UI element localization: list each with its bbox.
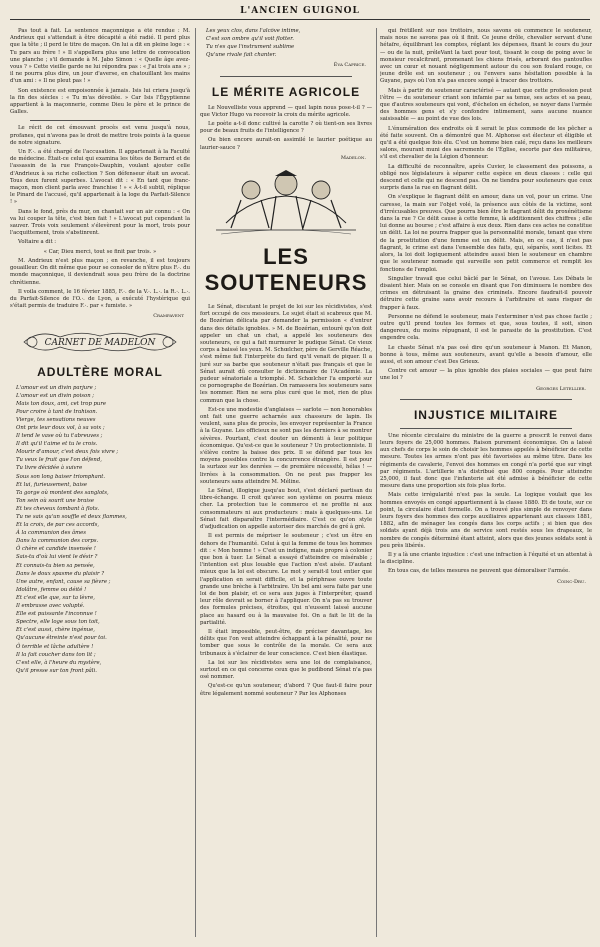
poem-line: Dans le doux spasme du plaisir ?: [16, 570, 105, 577]
paragraph: On s'explique le flagrant délit en amour, dans un vol, pour un crime. Une caresse, la main sur l'objet volé, la présence aux côtés de la victime, sont d'irrécusables preuves. Que pourra bien être le flagrant délit du proxénétisme dans la rue ? Ce délit cause à cette femme, là additionnent des chiffres ; elle lui donne au bourse ; c'est affaire à eux deux. Rien dans ces actes ne constitue un délit. La loi ne pourra frapper que la personnalité morale, tenant que vivre de la prostitution d'une femme est un délit. Mais, en ce cas, il n'est pas flagrant, le crime est dans l'ensemble des faits, qui, séparés, sont licites. Et alors, la loi doit logiquement atteindre aussi bien le souteneur en chambre que le souteneur nomade qui surveille son petit commerce et remplit les fonctions de l'emploi.: [380, 194, 592, 273]
poem-line: Et c'est aussi, chère ingénue,: [16, 627, 95, 634]
poem-line: Tu veux le fruit que l'on défend,: [16, 457, 102, 464]
paragraph: Le chaste Sénat n'a pas osé dire qu'un souteneur à Manon. Et Manon, bonne à tous, même aux souteneurs, avant qu'elle a besoin d'amour, elle aussi, et son amour c'est Des Grieux.: [380, 344, 592, 365]
paragraph: Il est permis de mépriser le souteneur ; c'est un être en dehors de l'humanité. Celui à qui la femme de tous les hommes dit : « Mon homme ! » C'est un indigne, mais propre à colonier que bon à tuer. Le Sénat a essayé d'atteindre ce misérable ; l'intention est plus louable que l'action n'est aisée. D'autant mieux que la loi est obscure. Le mot y serait-il tout entier que l'application en serait difficile, et la périphrase ouvre toute grande une brèche à l'arbitraire. Un bel ami sera faite par une loi de bon plaisir, et ce sera aux juges à l'interpréter, quand leur rôle devrait se borner à l'appliquer. On n'a pas su trouver des formules précises, étroites, qui n'eussent laissé aucune place au hasard ou à la mauvaise foi. On a fait le lit de la partialité.: [200, 533, 372, 626]
column-1: [10, 28, 190, 939]
paragraph: La loi sur les récidivistes sera une loi de complaisance, surtout en ce qui concerne ceux que le pudibond Sénat n'a pas osé nommer.: [200, 659, 372, 681]
poem-line: Et la croix, de par ces accords,: [16, 522, 100, 529]
paragraph: Le Sénat, discutant le projet de loi sur les récidivistes, s'est fort occupé de ces messieurs. Le sujet était si scabreux que M. de Bozérian délicata par demander la permission « d'entrer dans des détails ignobles. » M. de Bozérian, entouré qu'on doit appeler un chat un chat, a appelé les souteneurs des souteneurs, ce qui a fait murmurer le pudique Sénat. Ce vieux corps a baissé les yeux. M. Schœlcher, père de Gerville Réache, s'est même fait l'interprète du fard qu'il venait de piquer. Il a juré sur sa barbe que souteneur n'était pas français et que le Sénat aurait dû consulter le dictionnaire de l'Académie. La pudeur sénatoriale a triomphé. M. Schœlcher l'a emporté sur ce pornographe de Bozérian. On ramassera les souteneurs sans les nommer. Rien ne sera plus curé que le mot, rien de plus commun que la chose.: [200, 304, 372, 404]
paragraph: qui frétillent sur nos trottoirs, nous savons où commence le souteneur, mais nous ne savons pas où il finit. Ce jeune drôle, chevalier servant d'une hétaïre, équilibrant les comptes, réglant les dépenses, fixant le cours du jour — ou de la nuit, préleVant la taxt pour tout, tissant le coup de poing avec le monsieur recalcitrant, promenant les chiens frisés, arborant des pantoufles avec un cœur et nouant négligemment autour du cou son foulard rouge, ce jeune drôle est un souteneur ; ou l'envers sans hésitation possible à la Guyane, pays où l'on n'a pas encore songé à tracer des trottoirs.: [380, 28, 592, 85]
divider: [30, 120, 170, 121]
poem-line: À la communion des âmes: [16, 530, 87, 537]
paragraph: Le Sénat, illogique jusqu'au bout, s'est déclaré partisan du libre-échange. Il croit qu'avec son système on pourra mieux cher. La protection tue le commerce et ne profite ni aux consommateurs ni aux producteurs : mais à quelques-uns. Le Sénat fait disparaître l'intermédiaire. C'est ce qu'on style d'adjudication on appelle autoriser des marchés de gré à gré.: [200, 488, 372, 531]
poem-line: L'amour est un divin poison ;: [16, 392, 95, 399]
paragraph: Le Nouvelliste vous apprend — quel lapin nous pose-t-il ? — que Victor Hugo va recevoir la croix du mérite agricole.: [200, 104, 372, 118]
paragraph: Il voila comment, le 16 février 1885, F.·. de la V.·. L.·. la R.·. L.·. du Parfait-Silence de l'O.·. de Lyon, a exécuté l'hystérique qui s'était permis de traduire F.·. par « fumiste. »: [10, 288, 190, 310]
paragraph: Personne ne défend le souteneur, mais l'exterminer n'est pas chose facile ; outre qu'il prend toutes les formes et que, sous toutes, il soit, sinon dangereux, du moins répugnant, il est le parasite de la prostitution. C'est engendre cela.: [380, 313, 592, 342]
signature: Madelon.: [340, 154, 366, 161]
poem-line: Et connais-tu bien sa pensée,: [16, 562, 95, 569]
poem-line: Qu'aucune étreinte n'est pour toi.: [16, 635, 107, 642]
poem-line: Et c'est elle que, sur ta lèvre,: [16, 594, 95, 601]
divider: [400, 399, 572, 400]
poem-line: Et tes cheveux tombant à flots.: [16, 505, 100, 512]
poem-line: Ô terrible et lâche adultère !: [16, 643, 94, 650]
divider: [400, 428, 572, 429]
paragraph: Est-ce une modestie d'anglaises — sarlote — non honorables ont fait une guerre acharnée aux chasseurs de lapin. Ils veulent, sans plus de procès, les envoyer représenter la France à la Guyane. Les officieux ne sont pas les derniers à se montrer sévères. Pourtant, c'est douter un démenti à leur politique économique. Qu'est-ce que le souteneur ? Un protectionniste. Il s'élève contre la baisse des prix. Il se défend par tous les moyens possibles contre la concurrence étrangère. Il est pour la surtaxe sur les denrées — de première nécessité, hélas ! — livrées à la consommation. On ne peut pas frapper les souteneurs sans atteindre M. Méline.: [200, 406, 372, 485]
article-souteneurs: [200, 304, 372, 698]
poem-line: Mourir d'amour, c'est deux fois vivre ;: [16, 449, 119, 456]
banner-label: CARNET DE MADELON: [44, 337, 156, 348]
headline-injustice-militaire: INJUSTICE MILITAIRE: [413, 407, 559, 422]
headline-adultere-moral: ADULTÈRE MORAL: [37, 364, 163, 379]
poem-line: Il dit qu'il t'aime et tu le crois.: [16, 441, 98, 448]
paragraph: Il était impossible, peut-être, de préciser davantage, les délits que l'on veut atteindre échappant à la pénalité, pour ne tomber que sous le contrôle de la morale. Ce sera aux tribunaux à s'éclairer de leur conscience. C'est bien élastique.: [200, 628, 372, 657]
poem-line: Ô chère et candide insensée !: [16, 546, 96, 553]
paragraph: Le récit de cet émouvant procès est venu jusqu'à nous, profanes, qui n'avons pas le droit de mettre trois points à la queue de notre signature.: [10, 125, 190, 146]
paragraph: Contre cet amour — la plus ignoble des plaies sociales — que peut faire une loi ?: [380, 368, 592, 382]
headline-merite-agricole: LE MÉRITE AGRICOLE: [211, 84, 361, 99]
column-2: [200, 28, 372, 939]
poem-line: Tu ne sais qu'un souffle et deux flammes,: [16, 514, 127, 521]
article-souteneurs-continued: [380, 28, 592, 383]
masthead: [0, 0, 600, 22]
paragraph: Un F.·. a été chargé de l'accusation. Il appartenait à la Faculté de médecine. Était-ce celui qui examina les têtes de Berrard et de l'assassin de la rue François-Dauphin, voulant ajouter celle d'Andrieux à sa riche collection ? Son défenseur était un avocat. Tous deux furent superbes. L'avocat dit : « En tant que franc-maçon, mon client parla avec franchise ! » « À-t-il subtil, réplique le Pinard de l'accusé, qu'il appartenait à la loge du Parfait-Silence ! »: [10, 149, 190, 206]
poem-line: Il la fait coucher dans ton lit ;: [16, 651, 96, 658]
poem: [10, 385, 190, 675]
paragraph: Singulier travail que celui bâclé par le Sénat, on l'avoue. Les Débats le disaient hier. Mais on se console en disant que l'on diminuera le nombre des crimes en détruisant la graine des criminels. Encore faudrait-il pouvoir détruire cette graine sans avoir recours à l'arbitraire et sans risquer de frapper à faux.: [380, 275, 592, 311]
divider: [220, 76, 352, 77]
paragraph: Mais à partir du souteneur caractérisé — autant que cette profession peut l'être — du souteneur criant son infamie par sa tenue, ses actes et sa peau, que d'autres souteneurs qui vont, d'échelon en échelon, se noyer dans l'armée des hommes gens et s'y confondre intimement, sans aucune nuance saisissable — au point de vue des lois.: [380, 87, 592, 123]
paragraph: Dans le fond, près du mur, on chantait sur un air connu : « On va lui couper la tête, c'est bien fait ! » L'avocat put cependant la sauver. Trois voix seulement s'élevèrent pour la mort, trois pour l'acquittement, trois s'abstinrent.: [10, 208, 190, 237]
paragraph: Une récente circulaire du ministre de la guerre a prescrit le renvoi dans leurs foyers de 25,000 hommes. Raison purement économique. On a laissé aux chefs de corps le soin de choisir les hommes appelés à bénéficier de cette mesure. Toutes les armes n'ont pas été favorisées au même titre. Dans les régiments de cavalerie, l'envoi des hommes en congé n'a porté que sur vingt par régiments. L'artillerie n'a distribué que 800 congés. Pour atteindre 25,000, il faut donc que l'infanterie ait été admise à bénéficier de cette mesure dans une proportion six fois plus forte.: [380, 432, 592, 490]
column-divider-1: [195, 28, 196, 937]
poem-line: Et lui, furieusement, baise: [16, 481, 88, 488]
column-3: [380, 28, 592, 939]
poem-line: Qu'une rivale fait chanter.: [206, 52, 277, 59]
poem-line: Qu'il presse sur ton front pâli.: [16, 667, 97, 674]
column-divider-2: [376, 28, 377, 937]
signature: Georges Letellier.: [536, 385, 586, 392]
poem-line: Tu n'es que l'instrument sublime: [206, 44, 295, 51]
poem-line: Pour croire à tant de trahison.: [16, 408, 98, 415]
poem-line: Sais-tu d'où lui vient le désir ?: [16, 554, 98, 561]
paragraph: Qu'est-ce qu'un souteneur, d'abord ? Que faut-il faire pour être légalement nommé souteneur ? Par les Alphonses: [200, 683, 372, 697]
paragraph: Le poète a-t-il donc cultivé la carotte ? où tient-on ses livres pour de beaux fruits de l'intelligence ?: [200, 120, 372, 135]
paragraph: La difficulté de reconnaître, après Cuvier, le classement des poissons, a obligé nos législateurs à séparer cette espèce en deux classes : celle qui descend et celle qui ne descend pas. On ne tiendra pour souteneurs que ceux surpris dans la rue en flagrant délit.: [380, 163, 592, 192]
paragraph: Il y a là une criante injustice : c'est une infraction à l'équité et un attentat à la discipline.: [380, 552, 592, 566]
signature: Éva Caprice.: [333, 62, 366, 69]
poem-continued: [200, 28, 372, 59]
headline-les-souteneurs: LES SOUTENEURS: [204, 244, 368, 295]
poem-line: Mais ton doux, ami, cet trop pure: [16, 400, 106, 407]
signature: Crampavent: [153, 313, 184, 320]
poem-line: C'est son ombre qu'il voit flotter.: [206, 36, 294, 43]
poem-line: Sous son long baiser triomphant.: [16, 473, 106, 480]
paragraph: Son existence est empoisonnée à jamais. Isis lui criera jusqu'à la fin des siècles : « Tu m'as dévoilée. » Car Isis l'Égyptienne appartient à la maçonnerie, comme Dieu le père et le prince de Galles.: [10, 87, 190, 116]
poem-line: Il embrasse avec volupté.: [16, 603, 85, 610]
poem-line: C'est elle, à l'heure du mystère,: [16, 659, 102, 666]
poem-line: Ton sein où sourit une braise: [16, 497, 94, 504]
paragraph: Mais cette irrégularité n'est pas la seule. La logique voulait que les hommes envoyés en congé appartiennent à la classe 1880. Et de toute, sur ce point, la circulaire était formelle. On a trouvé plus simple de renvoyer dans leurs foyers des hommes des corps auxiliaires appartenant aux classes 1881, 1882, afin de ménager les congés dans les corps actifs ; si bien que des soldats ayant déjà trois ans de service sont restés sous les drapeaux, le nombre de congés déterminé étant atteint, alors que des jeunes soldats sont à peu près libérés.: [380, 492, 592, 549]
masthead-rule: [10, 19, 590, 20]
poem-line: Idolâtre, femme ou déité !: [16, 586, 87, 593]
poem-line: Dans la communion des corps.: [16, 538, 99, 545]
poem-line: Spectre, elle loge sous ton toit,: [16, 619, 100, 626]
poem-line: Il tend le vase où tu t'abreuves ;: [16, 433, 103, 440]
masthead-title: L'ANCIEN GUIGNOL: [240, 6, 360, 16]
souteneurs-illustration: [211, 168, 361, 238]
poem-line: Ont pris leur doux vol, à sa voix ;: [16, 424, 105, 431]
quote: « Car, Dieu merci, tout se finit par trois. »: [43, 248, 157, 255]
poem-line: Les yeux clos, dans l'alcôve intime,: [206, 28, 301, 34]
paragraph: M. Andrieux n'est plus maçon ; en revanche, il est toujours gouailleur. On dit même que pour se consoler de n'être plus F.·. du monde maçonnique, il deviendrait sous peu frère de la doctrine chrétienne.: [10, 257, 190, 286]
poem-line: Tu livre décidée à suivre: [16, 465, 83, 472]
poem-line: Une autre, enfant, cause sa fièvre ;: [16, 578, 111, 585]
poem-line: Ta gorge où montent des sanglots,: [16, 489, 109, 496]
paragraph: Ou bien encore aurait-on assimilé le laurier poétique au laurier-sauce ?: [200, 137, 372, 151]
paragraph: En tous cas, de telles mesures ne peuvent que démoraliser l'armée.: [388, 568, 570, 575]
poem-line: Elle est puissante l'inconnue !: [16, 611, 97, 618]
poem-line: Vierge, tes sensations neuves: [16, 416, 96, 423]
paragraph: Pas tout à fait. La sentence maçonnique a été rendue : M. Andrieux qui s'attendait à être décapité a été radié. Il perd plus que la tête ; il perd le titre de maçon. On lui a dit en pleine loge : « Tu pars au frère ! » Il s'appellera plus une lettre de convocation une planche ; s'il demande à M. Jabo Simon : « Quelle âge avez-vous ? » Cette vieille garde ne lui répondra pas : « J'ai trois ans » ; il ne pourra plus dire, un jour d'averse, en chatouillant les mains d'un ami : « Il ne pleut pas ! »: [10, 28, 190, 85]
carnet-banner-illustration: [20, 327, 180, 357]
article-injustice: [380, 433, 592, 576]
paragraph: Voltaire a dit :: [18, 239, 57, 246]
poem-line: L'amour est un divin parjure ;: [16, 384, 97, 391]
signature: Coinc-Dru.: [557, 578, 586, 585]
paragraph: L'énumération des endroits où il serait le plus commode de les pêcher a été faite souvent. On a démontré que M. Alphonse est électeur et éligible et qu'il a été quelque fois élu. C'est un homme bien calé, reçu dans les meilleurs salons, mourant muni des sacrements de l'Église, escorte par des militaires, s'il est chevalier de la Légion d'honneur.: [380, 125, 592, 161]
